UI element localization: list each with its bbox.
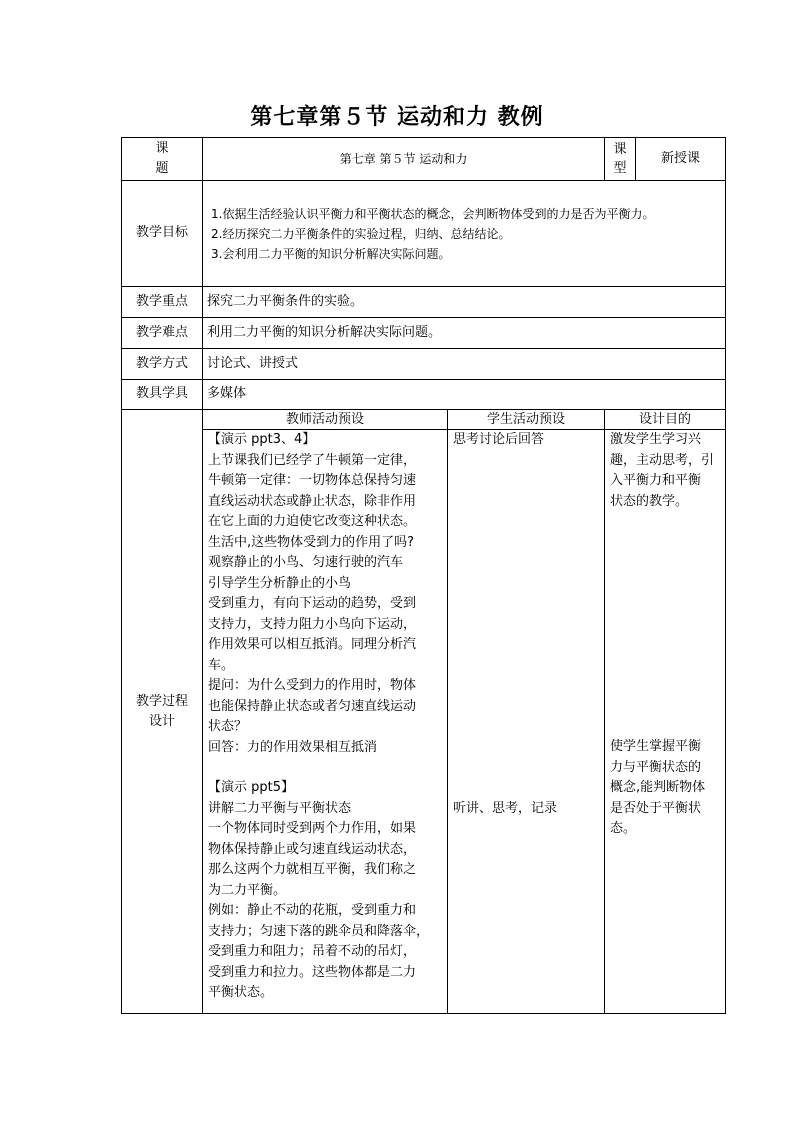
purpose-col-header: 设计目的 bbox=[605, 410, 726, 430]
goal-line-1: 1.依据生活经验认识平衡力和平衡状态的概念，会判断物体受到的力是否为平衡力。 bbox=[211, 206, 655, 221]
goal-line-3: 3.会利用二力平衡的知识分析解决实际问题。 bbox=[211, 246, 451, 261]
teacher-line: 讲解二力平衡与平衡状态 bbox=[208, 800, 352, 816]
teacher-line: 平衡状态。 bbox=[208, 985, 274, 1000]
teacher-col-header: 教师活动预设 bbox=[203, 410, 448, 430]
student-activity-1: 思考讨论后回答 bbox=[453, 432, 545, 447]
key-point-row bbox=[122, 287, 726, 318]
process-header-row bbox=[122, 410, 726, 430]
teacher-line: 上节课我们已经学了牛顿第一定律， bbox=[208, 452, 417, 468]
difficulty-row bbox=[122, 318, 726, 349]
teacher-line: 【演示 ppt3、4】 bbox=[208, 432, 316, 447]
goals-content bbox=[203, 181, 726, 287]
purpose-line: 入平衡力和平衡 bbox=[610, 473, 702, 488]
student-activities bbox=[448, 430, 605, 1014]
purpose-line: 状态的教学。 bbox=[610, 493, 689, 509]
teacher-line: 那么这两个力就相互平衡，我们称之 bbox=[208, 862, 417, 877]
goals-row bbox=[122, 181, 726, 287]
tools-label: 教具学具 bbox=[122, 380, 203, 410]
spacer bbox=[208, 758, 444, 778]
teacher-line: 观察静止的小鸟、匀速行驶的汽车 bbox=[208, 555, 404, 570]
teacher-line: 提问：为什么受到力的作用时，物体 bbox=[208, 678, 417, 693]
process-content-row bbox=[122, 430, 726, 1014]
purpose-line: 态。 bbox=[610, 821, 637, 836]
method-value: 讨论式、讲授式 bbox=[203, 349, 726, 380]
type-value: 新授课 bbox=[636, 138, 726, 181]
teacher-line: 支持力；匀速下落的跳伞员和降落伞， bbox=[208, 923, 430, 939]
teacher-line: 回答：力的作用效果相互抵消 bbox=[208, 739, 378, 755]
teacher-line: 一个物体同时受到两个力作用，如果 bbox=[208, 821, 417, 836]
teacher-line: 例如：静止不动的花瓶，受到重力和 bbox=[208, 903, 417, 918]
topic-label: 课 题 bbox=[122, 138, 203, 181]
student-activity-2: 听讲、思考，记录 bbox=[453, 800, 558, 816]
type-label-line1: 课 bbox=[613, 142, 627, 157]
teacher-line: 状态？ bbox=[208, 719, 248, 734]
process-label-line1: 教学过程 bbox=[135, 693, 188, 709]
purpose-line: 是否处于平衡状 bbox=[610, 800, 702, 816]
tools-value: 多媒体 bbox=[203, 380, 726, 410]
design-purposes bbox=[605, 430, 726, 1014]
teacher-line: 【演示 ppt5】 bbox=[208, 780, 295, 795]
teacher-line: 也能保持静止状态或者匀速直线运动 bbox=[208, 698, 417, 714]
teacher-line: 引导学生分析静止的小鸟 bbox=[208, 575, 352, 591]
key-point-value: 探究二力平衡条件的实验。 bbox=[203, 287, 726, 318]
key-point-label: 教学重点 bbox=[122, 287, 203, 318]
difficulty-label: 教学难点 bbox=[122, 318, 203, 349]
purpose-line: 趣，主动思考，引 bbox=[610, 452, 715, 468]
teacher-line: 在它上面的力迫使它改变这种状态。 bbox=[208, 514, 417, 529]
spacer bbox=[453, 451, 601, 799]
teacher-line: 物体保持静止或匀速直线运动状态， bbox=[208, 841, 417, 857]
lesson-plan-table bbox=[121, 137, 726, 1014]
topic-value: 第七章 第５节 运动和力 bbox=[203, 138, 605, 181]
purpose-line: 概念,能判断物体 bbox=[610, 780, 706, 795]
goal-line-2: 2.经历探究二力平衡条件的实验过程，归纳、总结结论。 bbox=[211, 226, 511, 241]
process-label-line2: 设计 bbox=[148, 713, 175, 729]
teacher-line: 直线运动状态或静止状态，除非作用 bbox=[208, 493, 417, 509]
type-label bbox=[605, 138, 636, 181]
type-label-line2: 型 bbox=[613, 161, 627, 176]
process-label bbox=[122, 410, 203, 1014]
difficulty-value: 利用二力平衡的知识分析解决实际问题。 bbox=[203, 318, 726, 349]
method-row bbox=[122, 349, 726, 380]
tools-row bbox=[122, 380, 726, 410]
topic-row bbox=[122, 138, 726, 181]
teacher-line: 支持力，支持力阻力小鸟向下运动， bbox=[208, 616, 417, 632]
method-label: 教学方式 bbox=[122, 349, 203, 380]
goals-label: 教学目标 bbox=[122, 181, 203, 287]
teacher-line: 牛顿第一定律：一切物体总保持匀速 bbox=[208, 473, 417, 488]
teacher-line: 受到重力，有向下运动的趋势，受到 bbox=[208, 596, 417, 611]
purpose-line: 使学生掌握平衡 bbox=[610, 739, 702, 754]
teacher-activities bbox=[203, 430, 448, 1014]
teacher-line: 受到重力和阻力；吊着不动的吊灯， bbox=[208, 944, 417, 959]
teacher-line: 受到重力和拉力。这些物体都是二力 bbox=[208, 964, 417, 980]
teacher-line: 生活中,这些物体受到力的作用了吗? bbox=[208, 534, 415, 550]
purpose-line: 力与平衡状态的 bbox=[610, 759, 702, 775]
teacher-line: 作用效果可以相互抵消。同理分析汽 bbox=[208, 637, 417, 652]
teacher-line: 为二力平衡。 bbox=[208, 882, 287, 898]
teacher-line: 车。 bbox=[208, 657, 235, 673]
document-title: 第七章第５节 运动和力 教例 bbox=[250, 105, 544, 130]
purpose-line: 激发学生学习兴 bbox=[610, 432, 702, 447]
spacer bbox=[610, 512, 722, 737]
student-col-header: 学生活动预设 bbox=[448, 410, 605, 430]
